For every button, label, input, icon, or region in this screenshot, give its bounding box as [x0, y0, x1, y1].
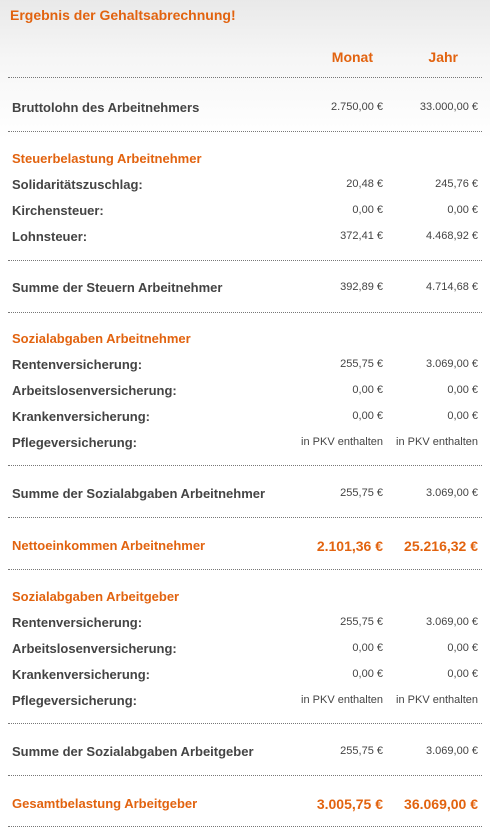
year-value: 0,00 €: [447, 642, 478, 654]
table-row: [12, 693, 478, 713]
year-value: 3.069,00 €: [426, 358, 478, 370]
month-value: 2.101,36 €: [316, 538, 383, 554]
year-value: 4.468,92 €: [426, 230, 478, 242]
row-label: Summe der Sozialabgaben Arbeitnehmer: [12, 486, 266, 501]
divider: [8, 517, 482, 518]
month-value: 0,00 €: [352, 410, 383, 422]
divider: [8, 775, 482, 776]
table-row: [12, 667, 478, 687]
tax-sum-row: [12, 280, 478, 300]
year-value: 33.000,00 €: [419, 101, 478, 113]
month-value: 255,75 €: [340, 487, 383, 499]
year-value: 36.069,00 €: [404, 796, 478, 812]
section-heading-employer-social: Sozialabgaben Arbeitgeber: [12, 589, 180, 604]
net-income-row: [12, 538, 478, 558]
month-value: 0,00 €: [352, 384, 383, 396]
year-value: 3.069,00 €: [426, 487, 478, 499]
employee-social-sum-row: [12, 486, 478, 506]
row-label: Rentenversicherung:: [12, 357, 143, 372]
section-heading-employee-social: Sozialabgaben Arbeitnehmer: [12, 331, 191, 346]
month-value: 20,48 €: [346, 178, 383, 190]
month-value: 0,00 €: [352, 642, 383, 654]
row-label: Rentenversicherung:: [12, 615, 143, 630]
section-heading-taxes: Steuerbelastung Arbeitnehmer: [12, 151, 202, 166]
divider: [8, 312, 482, 313]
table-row: [12, 383, 478, 403]
month-value: in PKV enthalten: [301, 436, 383, 448]
month-value: 255,75 €: [340, 616, 383, 628]
row-label: Krankenversicherung:: [12, 667, 150, 682]
divider: [8, 826, 482, 827]
row-label: Lohnsteuer:: [12, 229, 88, 244]
table-row: [12, 203, 478, 223]
table-row: [12, 357, 478, 377]
month-value: 255,75 €: [340, 745, 383, 757]
divider: [8, 723, 482, 724]
month-value: 2.750,00 €: [331, 101, 383, 113]
row-label: Solidaritätszuschlag:: [12, 177, 143, 192]
page-title: Ergebnis der Gehaltsabrechnung!: [10, 7, 236, 23]
row-label: Krankenversicherung:: [12, 409, 150, 424]
year-value: 3.069,00 €: [426, 616, 478, 628]
divider: [8, 260, 482, 261]
table-row: [12, 177, 478, 197]
year-value: in PKV enthalten: [396, 694, 478, 706]
year-value: 4.714,68 €: [426, 281, 478, 293]
row-label: Kirchensteuer:: [12, 203, 104, 218]
row-label: Nettoeinkommen Arbeitnehmer: [12, 538, 206, 553]
year-value: in PKV enthalten: [396, 436, 478, 448]
table-row: [12, 641, 478, 661]
gross-salary-row: [12, 100, 478, 120]
row-label: Bruttolohn des Arbeitnehmers: [12, 100, 200, 115]
table-row: [12, 615, 478, 635]
year-value: 0,00 €: [447, 410, 478, 422]
year-value: 245,76 €: [435, 178, 478, 190]
row-label: Arbeitslosenversicherung:: [12, 641, 177, 656]
column-header-month: Monat: [331, 49, 373, 65]
month-value: 0,00 €: [352, 204, 383, 216]
employer-total-row: [12, 796, 478, 816]
year-value: 0,00 €: [447, 384, 478, 396]
row-label: Gesamtbelastung Arbeitgeber: [12, 796, 198, 811]
divider: [8, 569, 482, 570]
table-row: [12, 435, 478, 455]
row-label: Arbeitslosenversicherung:: [12, 383, 177, 398]
divider: [8, 77, 482, 78]
year-value: 25.216,32 €: [404, 538, 478, 554]
table-row: [12, 229, 478, 249]
column-header-year: Jahr: [428, 49, 458, 65]
row-label: Summe der Sozialabgaben Arbeitgeber: [12, 744, 254, 759]
divider: [8, 465, 482, 466]
employer-social-sum-row: [12, 744, 478, 764]
year-value: 3.069,00 €: [426, 745, 478, 757]
row-label: Pflegeversicherung:: [12, 693, 137, 708]
year-value: 0,00 €: [447, 204, 478, 216]
row-label: Pflegeversicherung:: [12, 435, 137, 450]
month-value: 372,41 €: [340, 230, 383, 242]
month-value: 3.005,75 €: [316, 796, 383, 812]
month-value: 392,89 €: [340, 281, 383, 293]
table-row: [12, 409, 478, 429]
month-value: 0,00 €: [352, 668, 383, 680]
year-value: 0,00 €: [447, 668, 478, 680]
month-value: in PKV enthalten: [301, 694, 383, 706]
row-label: Summe der Steuern Arbeitnehmer: [12, 280, 223, 295]
month-value: 255,75 €: [340, 358, 383, 370]
divider: [8, 131, 482, 132]
